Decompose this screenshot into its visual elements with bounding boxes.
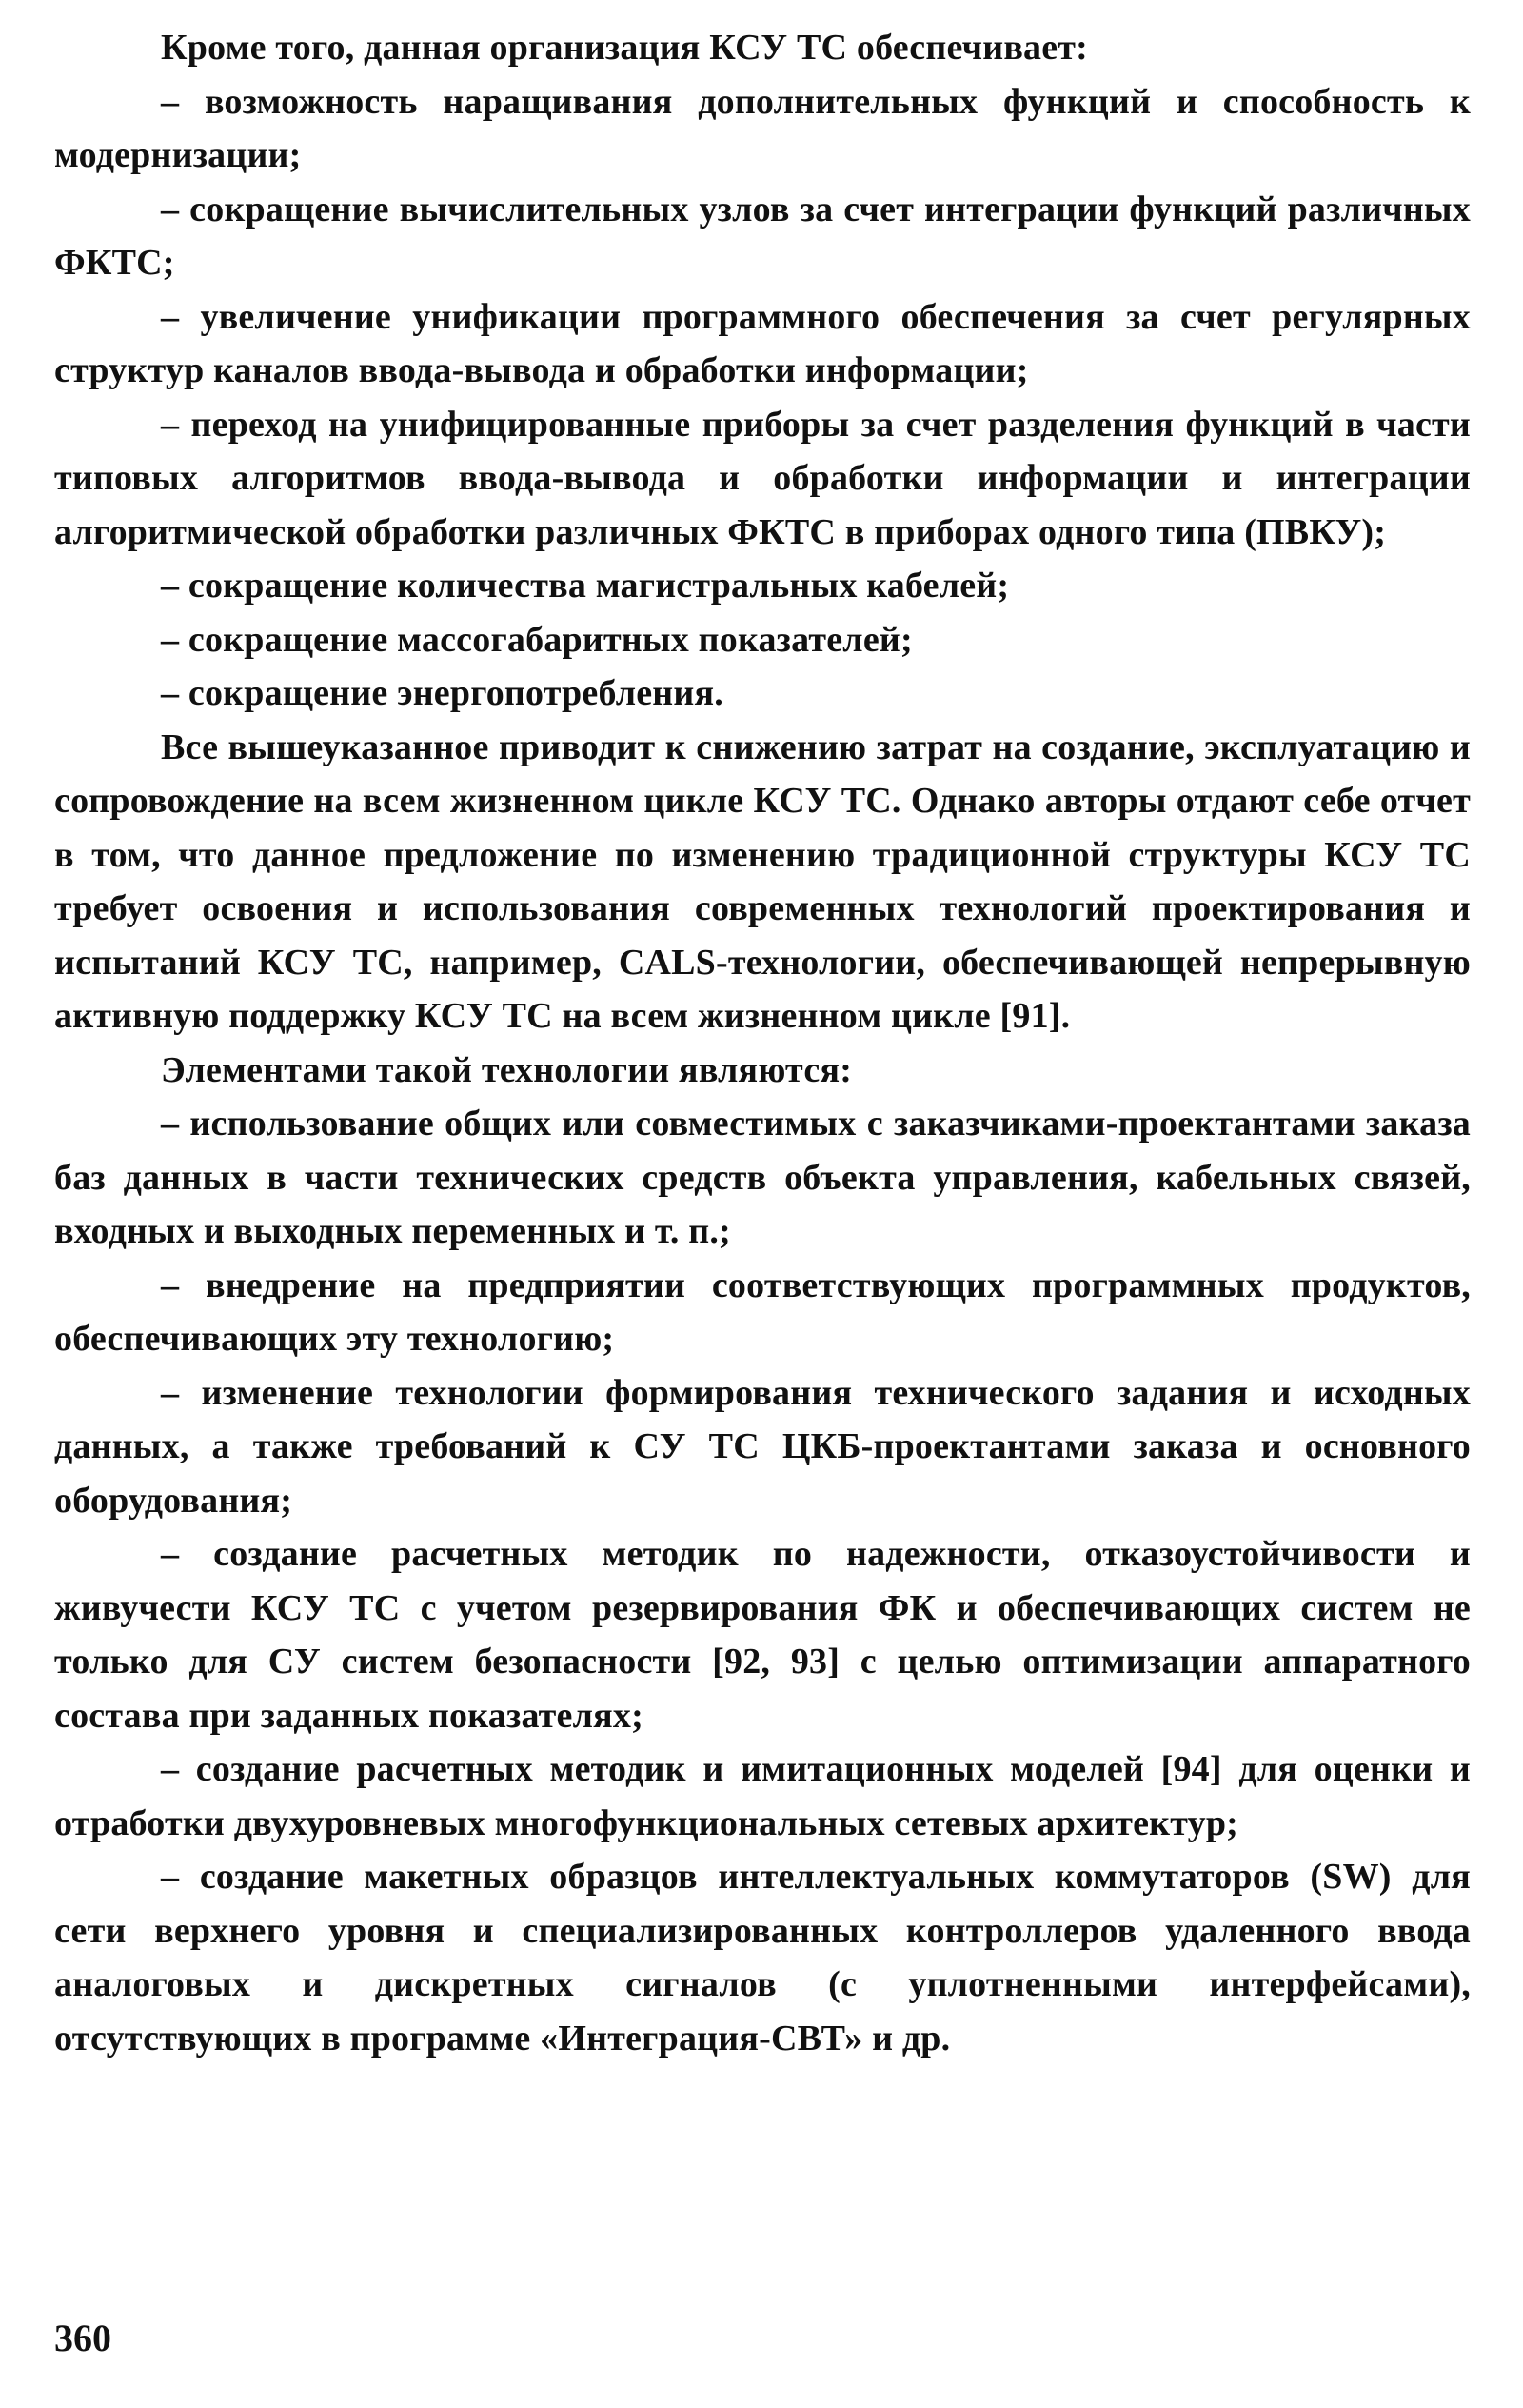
paragraph-summary: Все вышеуказанное приводит к снижению затрат на создание, эксплуатацию и сопровождение на всем жизненном цикле КСУ ТС. Однако авторы отдают себе отчет в том, что данное предложение по изменению традиционной структуры КСУ ТС требует освоения и использования современных технологий проектирования и испытаний КСУ ТС, например, CALS-технологии, обеспечивающей непрерывную активную поддержку КСУ ТС на всем жизненном цикле [91].	[54, 726, 1471, 1036]
list-item: – сокращение энергопотребления.	[161, 673, 723, 713]
list-item: – создание макетных образцов интеллектуальных коммутаторов (SW) для сети верхнего уровня и специализированных контроллеров удаленного ввода аналоговых и дискретных сигналов (с уплотненными интерфейсами), отсутствующих в программе «Интеграция-СВТ» и др.	[54, 1857, 1471, 2059]
list-item: – сокращение вычислительных узлов за счет интеграции функций различных ФКТС;	[54, 189, 1471, 283]
page-number: 360	[54, 2317, 111, 2359]
page-body	[54, 21, 1471, 2065]
paragraph-elements-intro: Элементами такой технологии являются:	[161, 1049, 853, 1090]
list-item: – сокращение количества магистральных кабелей;	[161, 566, 1010, 606]
list-item: – сокращение массогабаритных показателей;	[161, 619, 913, 660]
list-item: – создание расчетных методик по надежности, отказоустойчивости и живучести КСУ ТС с учетом резервирования ФК и обеспечивающих систем не только для СУ систем безопасности [92, 93] с целью оптимизации аппаратного состава при заданных показателях;	[54, 1534, 1471, 1736]
list-item: – изменение технологии формирования технического задания и исходных данных, а также требований к СУ ТС ЦКБ-проектантами заказа и основного оборудования;	[54, 1372, 1471, 1521]
list-item: – использование общих или совместимых с заказчиками-проектантами заказа баз данных в части технических средств объекта управления, кабельных связей, входных и выходных переменных и т. п.;	[54, 1104, 1471, 1251]
list-item: – возможность наращивания дополнительных функций и способность к модернизации;	[54, 81, 1471, 175]
paragraph-intro: Кроме того, данная организация КСУ ТС обеспечивает:	[161, 28, 1089, 68]
list-item: – переход на унифицированные приборы за счет разделения функций в части типовых алгоритмов ввода-вывода и обработки информации и интеграции алгоритмической обработки различных ФКТС в приборах одного типа (ПВКУ);	[54, 404, 1471, 552]
list-item: – создание расчетных методик и имитационных моделей [94] для оценки и отработки двухуровневых многофункциональных сетевых архитектур;	[54, 1749, 1471, 1843]
list-item: – увеличение унификации программного обеспечения за счет регулярных структур каналов ввода-вывода и обработки информации;	[54, 296, 1471, 390]
list-item: – внедрение на предприятии соответствующих программных продуктов, обеспечивающих эту технологию;	[54, 1264, 1471, 1359]
